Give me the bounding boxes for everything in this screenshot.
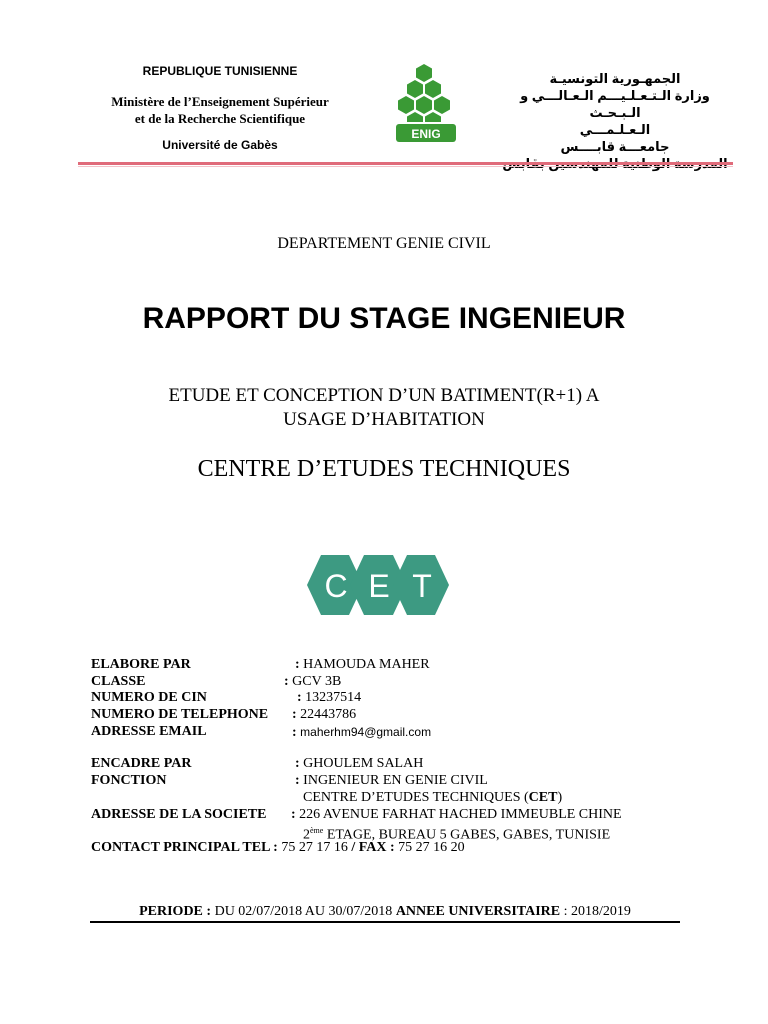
classe-label: CLASSE (91, 673, 146, 689)
republic-label: REPUBLIQUE TUNISIENNE (142, 64, 298, 78)
header-separator (78, 162, 733, 165)
info-row-tel (91, 707, 731, 724)
cin-label: NUMERO DE CIN (91, 690, 207, 706)
arabic-header (495, 70, 735, 172)
info-row-classe (91, 674, 731, 691)
enig-logo-text: ENIG (411, 127, 441, 141)
encadre-value: : GHOULEM SALAH (295, 756, 424, 772)
info-row-cin (91, 690, 731, 707)
logo-hexagon (407, 112, 423, 122)
cet-logo (307, 553, 463, 617)
classe-value: : GCV 3B (284, 673, 342, 689)
tel-label: NUMERO DE TELEPHONE (91, 707, 269, 723)
encadre-label: ENCADRE PAR (91, 756, 192, 772)
info-row-encadre (91, 756, 731, 773)
logo-hexagon (407, 80, 423, 98)
cet-letter-c: C (324, 568, 348, 604)
periode-line: PERIODE : DU 02/07/2018 AU 30/07/2018 ANNEE UNIVERSITAIRE : 2018/2019 (139, 904, 631, 919)
info-row-adresse (91, 807, 731, 824)
info-row-contact (91, 840, 731, 857)
report-subtitle (100, 384, 668, 432)
logo-hexagon (416, 64, 432, 82)
email-value: : maherhm94@gmail.com (292, 724, 432, 740)
enig-logo (390, 62, 462, 148)
contact-line: CONTACT PRINCIPAL TEL : 75 27 17 16 / FAX : 75 27 16 20 (91, 839, 465, 855)
fonction-value-2: CENTRE D’ETUDES TECHNIQUES (CET) (303, 789, 563, 805)
info-block (91, 657, 731, 857)
fonction-value: : INGENIEUR EN GENIE CIVIL (295, 773, 488, 789)
logo-hexagon (416, 96, 432, 114)
arabic-line-3: الـعـلـمـــي (579, 122, 651, 137)
company-name: CENTRE D’ETUDES TECHNIQUES (197, 456, 571, 482)
department-label: DEPARTEMENT GENIE CIVIL (277, 235, 491, 252)
adresse-label: ADRESSE DE LA SOCIETE (91, 806, 267, 822)
elabore-label: ELABORE PAR (91, 657, 191, 672)
arabic-line-4: جامعـــة قابــــس (560, 139, 670, 154)
info-row-adresse-2 (91, 823, 731, 843)
adresse-value-2: 2ème ETAGE, BUREAU 5 GABES, GABES, TUNISIE (303, 826, 611, 843)
ministry-label (80, 93, 360, 127)
bottom-rule (90, 921, 680, 923)
logo-hexagon (425, 80, 441, 98)
cet-letter-e: E (368, 568, 390, 604)
ministry-line-1: Ministère de l’Enseignement Supérieur (111, 94, 329, 109)
info-row-elabore (91, 657, 731, 674)
adresse-value: : 226 AVENUE FARHAT HACHED IMMEUBLE CHINE (291, 806, 622, 822)
university-label: Université de Gabès (162, 138, 278, 152)
subtitle-line-1: ETUDE ET CONCEPTION D’UN BATIMENT(R+1) A (168, 385, 600, 406)
subtitle-line-2: USAGE D’HABITATION (283, 409, 485, 430)
info-row-email (91, 724, 731, 741)
arabic-line-1: الجمهـورية التونسيـة (549, 71, 681, 86)
logo-hexagon (434, 96, 450, 114)
fonction-label: FONCTION (91, 773, 167, 789)
header-separator-shadow (78, 166, 733, 167)
logo-hexagon (398, 96, 414, 114)
cet-letter-t: T (412, 568, 432, 604)
email-label: ADRESSE EMAIL (91, 723, 207, 739)
arabic-line-2: وزارة الـتـعـلـيـــم الـعـالـــي و الـبـحـث (520, 88, 710, 120)
report-title: RAPPORT DU STAGE INGENIEUR (142, 302, 626, 335)
cin-value: : 13237514 (297, 690, 362, 706)
tel-value: : 22443786 (292, 707, 357, 723)
info-row-fonction (91, 773, 731, 790)
elabore-value: : HAMOUDA MAHER (295, 657, 430, 672)
logo-hexagon (425, 112, 441, 122)
info-row-fonction-2 (91, 790, 731, 807)
ministry-line-2: et de la Recherche Scientifique (134, 111, 306, 126)
